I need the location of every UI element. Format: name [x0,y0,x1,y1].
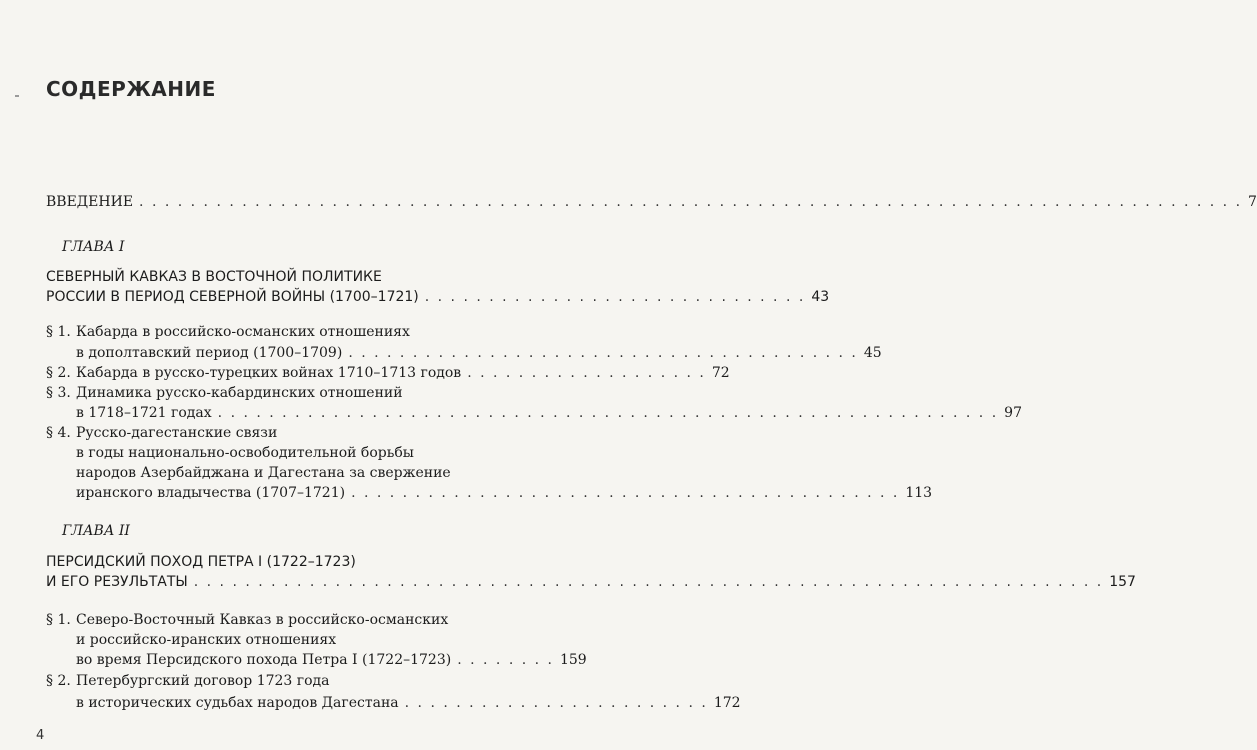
section-title: Русско-дагестанские связи [76,425,278,441]
toc-entry-intro [46,193,1257,211]
scan-mark [15,95,19,97]
toc-entry-section [76,484,933,502]
entry-page: 43 [811,289,830,305]
page-number: 4 [36,728,45,743]
toc-entry-section [76,344,882,362]
entry-text: в дополтавский период (1700–1709) [76,345,343,361]
toc-entry-section [76,651,587,669]
toc-entry-chapter1 [46,288,830,306]
entry-page: 159 [559,652,587,668]
entry-page: 157 [1109,574,1136,590]
leader-dots: . . . . . . . . . . . . . . . . . . . . . . . . . . . . . . . . . . . . . . . . . . . [351,485,900,501]
entry-text: в 1718–1721 годах [76,405,212,421]
page-title: СОДЕРЖАНИЕ [46,77,216,101]
section-title-cont: народов Азербайджана и Дагестана за свержение [76,465,451,481]
section-number: § 2. [46,365,71,381]
leader-dots: . . . . . . . . . . . . . . . . . . . . . . . . . . . . . . [424,289,806,305]
entry-page: 7 [1248,194,1257,210]
section-title: Кабарда в российско-османских отношениях [76,324,410,340]
section-title-cont: и российско-иранских отношениях [76,632,337,648]
entry-page: 97 [1004,405,1022,421]
toc-entry-section [76,404,1022,422]
chapter-heading: ПЕРСИДСКИЙ ПОХОД ПЕТРА I (1722–1723) [46,554,356,570]
section-title: Петербургский договор 1723 года [76,673,330,689]
section-number: § 1. [46,324,71,340]
entry-text: И ЕГО РЕЗУЛЬТАТЫ [46,574,188,590]
entry-text: ВВЕДЕНИЕ [46,194,134,210]
section-title-cont: в годы национально-освободительной борьбы [76,445,414,461]
entry-text: во время Персидского похода Петра I (1722–1723) [76,652,452,668]
section-number: § 1. [46,612,71,628]
leader-dots: . . . . . . . . . . . . . . . . . . . . . . . . . . . . . . . . . . . . . . . . [348,345,858,361]
entry-text: в исторических судьбах народов Дагестана [76,695,399,711]
entry-page: 172 [713,695,741,711]
leader-dots: . . . . . . . . . . . . . . . . . . . . . . . . . . . . . . . . . . . . . . . . . . . . . . . . . . . . . . . . . . . . . [217,405,999,421]
entry-text: Кабарда в русско-турецких войнах 1710–1713 годов [76,365,462,381]
chapter-label: ГЛАВА I [62,239,125,255]
entry-text: иранского владычества (1707–1721) [76,485,346,501]
toc-entry-section [76,694,741,712]
leader-dots: . . . . . . . . . . . . . . . . . . . . . . . . . . . . . . . . . . . . . . . . . . . . . . . . . . . . . . . . . . . . . . . . . . . . . . . . . . . . . . . . . . . . . . [139,194,1243,210]
leader-dots: . . . . . . . . . . . . . . . . . . . . . . . . . . . . . . . . . . . . . . . . . . . . . . . . . . . . . . . . . . . . . . . . . . . . . . . [193,574,1104,590]
section-number: § 2. [46,673,71,689]
toc-entry-section [76,364,730,382]
leader-dots: . . . . . . . . . . . . . . . . . . . [467,365,706,381]
chapter-heading: СЕВЕРНЫЙ КАВКАЗ В ВОСТОЧНОЙ ПОЛИТИКЕ [46,269,382,285]
leader-dots: . . . . . . . . [457,652,554,668]
section-title: Северо-Восточный Кавказ в российско-османских [76,612,449,628]
section-title: Динамика русско-кабардинских отношений [76,385,403,401]
entry-text: РОССИИ В ПЕРИОД СЕВЕРНОЙ ВОЙНЫ (1700–1721) [46,289,419,305]
toc-entry-chapter2 [46,573,1136,591]
leader-dots: . . . . . . . . . . . . . . . . . . . . . . . . [404,695,708,711]
entry-page: 72 [711,365,730,381]
chapter-label: ГЛАВА II [62,523,130,539]
entry-page: 45 [863,345,882,361]
section-number: § 4. [46,425,71,441]
section-number: § 3. [46,385,71,401]
entry-page: 113 [905,485,933,501]
